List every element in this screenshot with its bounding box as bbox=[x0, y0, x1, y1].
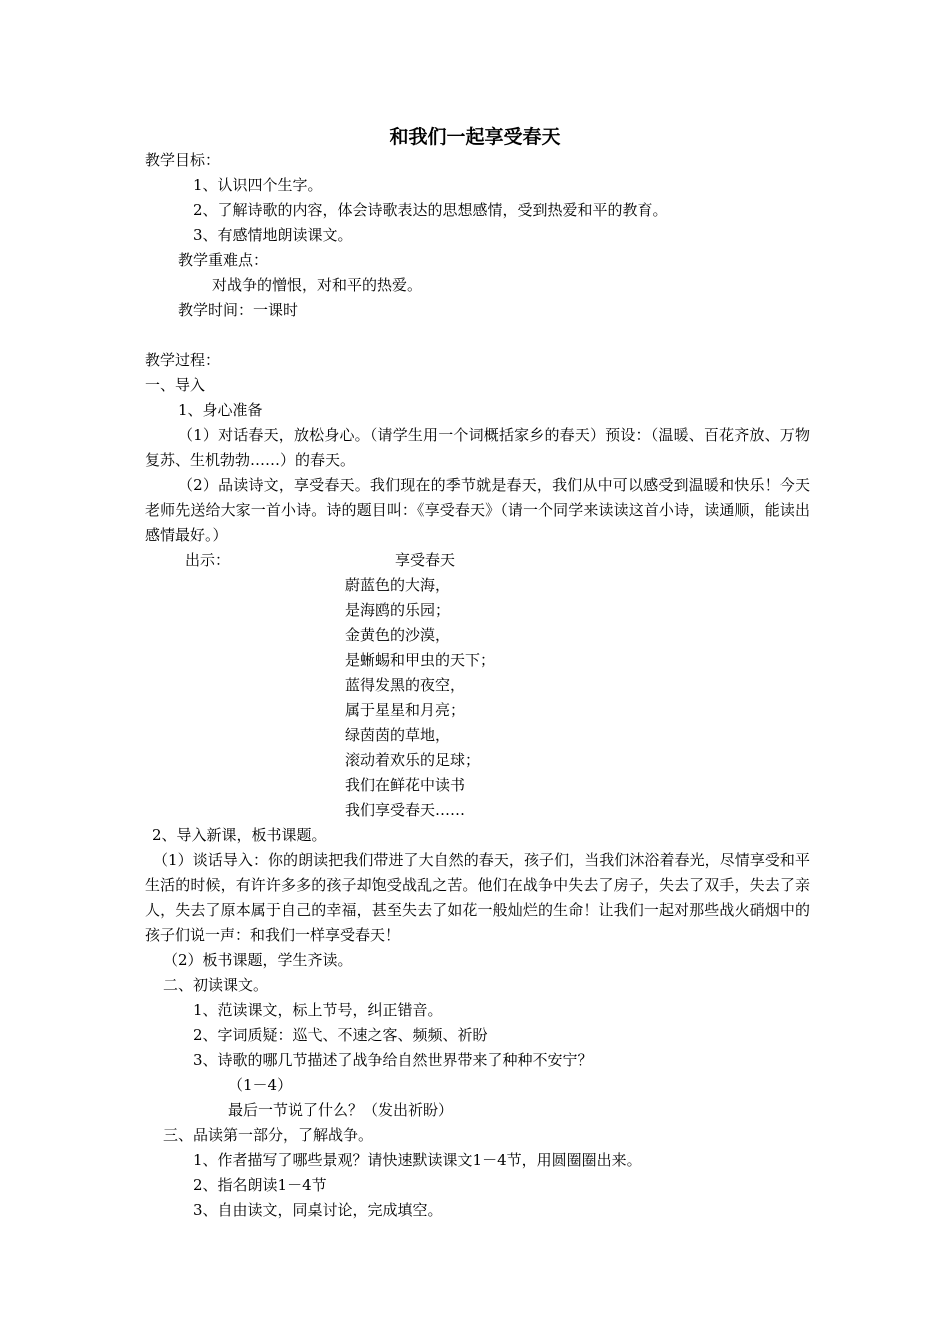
section2-answer: （1－4） bbox=[228, 1076, 293, 1094]
poem-title: 享受春天 bbox=[395, 551, 456, 569]
paragraph-board-title: （2）板书课题，学生齐读。 bbox=[163, 951, 353, 969]
key-points-text: 对战争的憎恨，对和平的热爱。 bbox=[212, 276, 423, 294]
section3-item: 1、作者描写了哪些景观？请快速默读课文1－4节，用圆圈圈出来。 bbox=[193, 1151, 642, 1169]
goal-item: 3、有感情地朗读课文。 bbox=[193, 226, 353, 244]
key-points-heading: 教学重难点： bbox=[178, 251, 269, 269]
poem-line: 我们享受春天…… bbox=[345, 801, 466, 819]
poem-line: 我们在鲜花中读书 bbox=[345, 776, 466, 794]
section2-heading: 二、初读课文。 bbox=[163, 976, 269, 994]
section1-sub2: 2、导入新课，板书课题。 bbox=[152, 826, 327, 844]
document-title: 和我们一起享受春天 bbox=[389, 126, 561, 148]
poem-line: 是海鸥的乐园； bbox=[345, 601, 451, 619]
paragraph-dialogue-spring: （1）对话春天，放松身心。（请学生用一个词概括家乡的春天）预设：（温暖、百花齐放、万物复苏、生机勃勃……）的春天。 bbox=[145, 426, 810, 469]
goals-heading: 教学目标： bbox=[145, 151, 221, 169]
goal-item: 1、认识四个生字。 bbox=[193, 176, 323, 194]
section3-item: 3、自由读文，同桌讨论，完成填空。 bbox=[193, 1201, 443, 1219]
goal-item: 2、了解诗歌的内容，体会诗歌表达的思想感情，受到热爱和平的教育。 bbox=[193, 201, 668, 219]
poem-line: 绿茵茵的草地， bbox=[345, 726, 451, 744]
section1-sub1: 1、身心准备 bbox=[178, 401, 263, 419]
poem-line: 蔚蓝色的大海， bbox=[345, 576, 451, 594]
paragraph-read-poem: （2）品读诗文，享受春天。我们现在的季节就是春天，我们从中可以感受到温暖和快乐！今天老师先送给大家一首小诗。诗的题目叫：《享受春天》（请一个同学来读读这首小诗，读通顺，能读出感情最好。） bbox=[145, 476, 810, 544]
poem-line: 滚动着欢乐的足球； bbox=[345, 751, 481, 769]
poem-line: 蓝得发黑的夜空， bbox=[345, 676, 466, 694]
poem-line: 是蜥蜴和甲虫的天下； bbox=[345, 651, 496, 669]
paragraph-intro-talk: （1）谈话导入：你的朗读把我们带进了大自然的春天，孩子们，当我们沐浴着春光，尽情享受和平生活的时候，有许许多多的孩子却饱受战乱之苦。他们在战争中失去了房子，失去了双手，失去了亲人，失去了原本属于自己的幸福，甚至失去了如花一般灿烂的生命！让我们一起对那些战火硝烟中的孩子们说一声：和我们一样享受春天！ bbox=[145, 851, 810, 944]
section2-item: 2、字词质疑：巡弋、不速之客、频频、祈盼 bbox=[193, 1026, 488, 1044]
section2-answer: 最后一节说了什么？（发出祈盼） bbox=[228, 1101, 454, 1119]
lesson-time: 教学时间：一课时 bbox=[178, 301, 299, 319]
show-label: 出示： bbox=[185, 551, 231, 569]
section3-heading: 三、品读第一部分，了解战争。 bbox=[163, 1126, 374, 1144]
section1-heading: 一、导入 bbox=[145, 376, 206, 394]
poem-line: 金黄色的沙漠， bbox=[345, 626, 451, 644]
section3-item: 2、指名朗读1－4节 bbox=[193, 1176, 327, 1194]
process-heading: 教学过程： bbox=[145, 351, 221, 369]
poem-line: 属于星星和月亮； bbox=[345, 701, 466, 719]
section2-item: 3、诗歌的哪几节描述了战争给自然世界带来了种种不安宁？ bbox=[193, 1051, 593, 1069]
section2-item: 1、范读课文，标上节号，纠正错音。 bbox=[193, 1001, 443, 1019]
